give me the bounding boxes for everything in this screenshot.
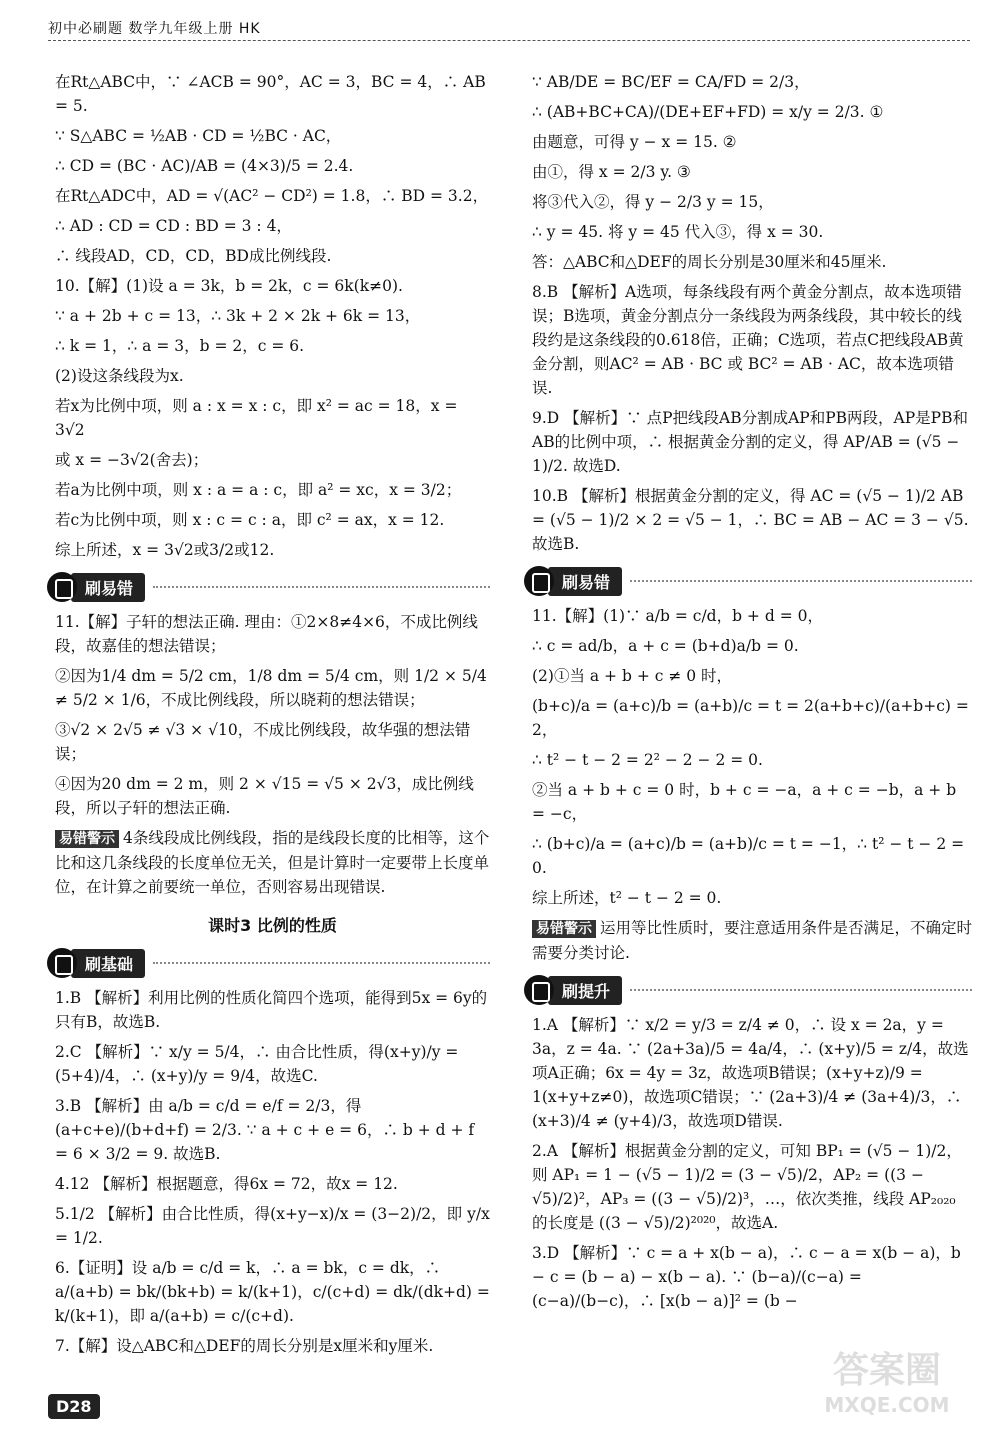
watermark-logo — [802, 1340, 972, 1420]
error-warning-note — [55, 826, 490, 899]
error-warning-note — [532, 916, 972, 965]
text-line: 若a为比例中项，则 x : a = a : c，即 a² = xc，x = 3/2； — [55, 481, 462, 500]
text-line: ∴ 线段AD，CD，CD，BD成比例线段. — [55, 247, 332, 266]
answer-item: 7.【解】设△ABC和△DEF的周长分别是x厘米和y厘米. — [55, 1337, 434, 1356]
text-line: ∴ AD : CD = CD : BD = 3 : 4， — [55, 217, 292, 236]
text-line: ③√2 × 2√5 ≠ √3 × √10，不成比例线段，故华强的想法错误； — [55, 721, 471, 764]
text-line: 若x为比例中项，则 a : x = x : c，即 x² = ac = 18，x = 3√2 — [55, 397, 458, 440]
text-line: 综上所述，t² − t − 2 = 0. — [532, 889, 722, 908]
answer-item: 2.A 【解析】根据黄金分割的定义，可知 BP₁ = (√5 − 1)/2，则 AP₁ = 1 − (√5 − 1)/2 = (3 − √5)/2，AP₂ = ((3 − √5)/2)²，AP₃ = ((3 − √5)/2)³，…，依次类推，线段 AP₂₀₂₀ 的长度是 ((3 − √5)/2)²⁰²⁰，故选A. — [532, 1142, 962, 1233]
text-line: 若c为比例中项，则 x : c = c : a，即 c² = ax，x = 12. — [55, 511, 445, 530]
text-line: ∴ y = 45. 将 y = 45 代入③，得 x = 30. — [532, 223, 824, 242]
text-line: ④因为20 dm = 2 m，则 2 × √15 = √5 × 2√3，成比例线段，所以子轩的想法正确. — [55, 775, 474, 818]
warning-text: 4条线段成比例线段，指的是线段长度的比相等，这个比和这几条线段的长度单位无关，但是计算时一定要带上长度单位，在计算之前要统一单位，否则容易出现错误. — [55, 829, 490, 897]
text-line: ∴ (b+c)/a = (a+c)/b = (a+b)/c = t = −1，∴ t² − t − 2 = 0. — [532, 835, 965, 878]
dotted-divider — [153, 586, 490, 588]
text-line: 11.【解】子轩的想法正确. 理由：①2×8≠4×6，不成比例线段，故嘉佳的想法错误； — [55, 613, 478, 656]
question-11 — [55, 610, 490, 820]
book-icon — [524, 975, 554, 1005]
page-number: D28 — [48, 1394, 100, 1419]
page-header: 初中必刷题 数学九年级上册 HK — [48, 21, 261, 37]
text-line: ②当 a + b + c = 0 时，b + c = −a，a + c = −b，a + b = −c， — [532, 781, 957, 824]
text-line: ∵ S△ABC = ½AB · CD = ½BC · AC， — [55, 127, 342, 146]
answer-list — [532, 280, 972, 556]
book-icon — [47, 948, 77, 978]
text-line: 将③代入②，得 y − 2/3 y = 15， — [532, 193, 774, 212]
header-divider — [48, 40, 970, 41]
answer-item: 3.D 【解析】∵ c = a + x(b − a)，∴ c − a = x(b − a)，b − c = (b − a) − x(b − a). ∵ (b−a)/(c−a) = (c−a)/(b−c)，∴ [x(b − a)]² = (b − — [532, 1244, 961, 1311]
section-badge-label: 刷基础 — [71, 949, 145, 978]
text-line: 或 x = −3√2(舍去)； — [55, 451, 209, 470]
warning-tag: 易错警示 — [55, 830, 119, 848]
section-badge-label: 刷易错 — [548, 567, 622, 596]
solution-block-perimeter — [532, 70, 972, 274]
answer-item: 2.C 【解析】∵ x/y = 5/4，∴ 由合比性质，得(x+y)/y = (5+4)/4，∴ (x+y)/y = 9/4，故选C. — [55, 1043, 459, 1086]
dotted-divider — [630, 580, 972, 582]
answer-item: 9.D 【解析】∵ 点P把线段AB分割成AP和PB两段，AP是PB和AB的比例中项，∴ 根据黄金分割的定义，得 AP/AB = (√5 − 1)/2. 故选D. — [532, 409, 968, 476]
watermark-domain: MXQE.COM — [824, 1393, 950, 1417]
left-column — [55, 70, 490, 1364]
answer-item: 3.B 【解析】由 a/b = c/d = e/f = 2/3，得(a+c+e)/(b+d+f) = 2/3. ∵ a + c + e = 6，∴ b + d + f = 6 × 3/2 = 9. 故选B. — [55, 1097, 475, 1164]
text-line: ∴ c = ad/b，a + c = (b+d)a/b = 0. — [532, 637, 799, 656]
text-line: 11.【解】(1)∵ a/b = c/d，b + d = 0， — [532, 607, 823, 626]
lesson-title: 课时3 比例的性质 — [208, 916, 337, 936]
warning-text: 运用等比性质时，要注意适用条件是否满足，不确定时需要分类讨论. — [532, 919, 973, 963]
watermark-title: 答案圈 — [832, 1350, 942, 1391]
text-line: ∴ t² − t − 2 = 2² − 2 − 2 = 0. — [532, 751, 763, 770]
dotted-divider — [630, 989, 972, 991]
question-11-right — [532, 604, 972, 910]
answer-item: 1.A 【解析】∵ x/2 = y/3 = z/4 ≠ 0，∴ 设 x = 2a，y = 3a，z = 4a. ∵ (2a+3a)/5 = 4a/4，∴ (x+y)/5 = z/4，故选项A正确；6x = 4y = 3z，故选项B错误；(x+y+z)/9 = 1(x+y+z≠0)，故选项C错误；∵ (2a+3)/4 ≠ (3a+4)/3，∴ (x+3)/4 ≠ (y+4)/3，故选项D错误. — [532, 1016, 969, 1131]
answer-item: 4.12 【解析】根据题意，得6x = 72，故x = 12. — [55, 1175, 398, 1194]
dotted-divider — [153, 962, 490, 964]
section-badge-improve — [524, 975, 972, 1005]
question-10 — [55, 274, 490, 562]
section-badge-label: 刷易错 — [71, 573, 145, 602]
answer-item: 5.1/2 【解析】由合比性质，得(x+y−x)/x = (3−2)/2，即 y/x = 1/2. — [55, 1205, 490, 1248]
answer-item: 8.B 【解析】A选项，每条线段有两个黄金分割点，故本选项错误；B选项，黄金分割点分一条线段为两条线段，其中较长的线段约是这条线段的0.618倍，正确；C选项，若点C把线段AB黄金分割，则AC² = AB · BC 或 BC² = AB · AC，故本选项错误. — [532, 283, 964, 398]
text-line: 由题意，可得 y − x = 15. ② — [532, 133, 737, 152]
text-line: (b+c)/a = (a+c)/b = (a+b)/c = t = 2(a+b+c)/(a+b+c) = 2， — [532, 697, 969, 740]
text-line: 在Rt△ABC中，∵ ∠ACB = 90°，AC = 3，BC = 4，∴ AB = 5. — [55, 73, 486, 116]
text-line: ∴ CD = (BC · AC)/AB = (4×3)/5 = 2.4. — [55, 157, 354, 176]
section-badge-error-prone — [47, 572, 490, 602]
text-line: ∴ k = 1，∴ a = 3，b = 2，c = 6. — [55, 337, 305, 356]
section-badge-basics — [47, 948, 490, 978]
text-line: 10.【解】(1)设 a = 3k，b = 2k，c = 6k(k≠0). — [55, 277, 403, 296]
right-column — [532, 70, 972, 1319]
text-line: 答：△ABC和△DEF的周长分别是30厘米和45厘米. — [532, 253, 887, 272]
answer-item: 6.【证明】设 a/b = c/d = k，∴ a = bk，c = dk，∴ a/(a+b) = bk/(bk+b) = k/(k+1)，c/(c+d) = dk/(dk+d) = k/(k+1)，即 a/(a+b) = c/(c+d). — [55, 1259, 490, 1326]
text-line: ②因为1/4 dm = 5/2 cm，1/8 dm = 5/4 cm，则 1/2 × 5/4 ≠ 5/2 × 1/6，不成比例线段，所以晓莉的想法错误； — [55, 667, 487, 710]
section-badge-error-prone — [524, 566, 972, 596]
answer-list — [55, 986, 490, 1358]
answer-item: 10.B 【解析】根据黄金分割的定义，得 AC = (√5 − 1)/2 AB = (√5 − 1)/2 × 2 = √5 − 1，∴ BC = AB − AC = 3 − √5. 故选B. — [532, 487, 969, 554]
answer-list — [532, 1013, 972, 1313]
text-line: ∵ AB/DE = BC/EF = CA/FD = 2/3， — [532, 73, 810, 91]
text-line: 综上所述，x = 3√2或3/2或12. — [55, 541, 275, 560]
text-line: ∵ a + 2b + c = 13，∴ 3k + 2 × 2k + 6k = 13， — [55, 307, 421, 326]
solution-block-rt-triangle — [55, 70, 490, 268]
text-line: (2)①当 a + b + c ≠ 0 时， — [532, 667, 733, 686]
answer-item: 1.B 【解析】利用比例的性质化简四个选项，能得到5x = 6y的只有B，故选B. — [55, 989, 488, 1032]
text-line: ∴ (AB+BC+CA)/(DE+EF+FD) = x/y = 2/3. ① — [532, 103, 884, 122]
text-line: 在Rt△ADC中，AD = √(AC² − CD²) = 1.8，∴ BD = 3.2， — [55, 187, 489, 206]
text-line: (2)设这条线段为x. — [55, 367, 184, 386]
section-badge-label: 刷提升 — [548, 976, 622, 1005]
text-line: 由①，得 x = 2/3 y. ③ — [532, 163, 691, 182]
warning-tag: 易错警示 — [532, 920, 596, 938]
